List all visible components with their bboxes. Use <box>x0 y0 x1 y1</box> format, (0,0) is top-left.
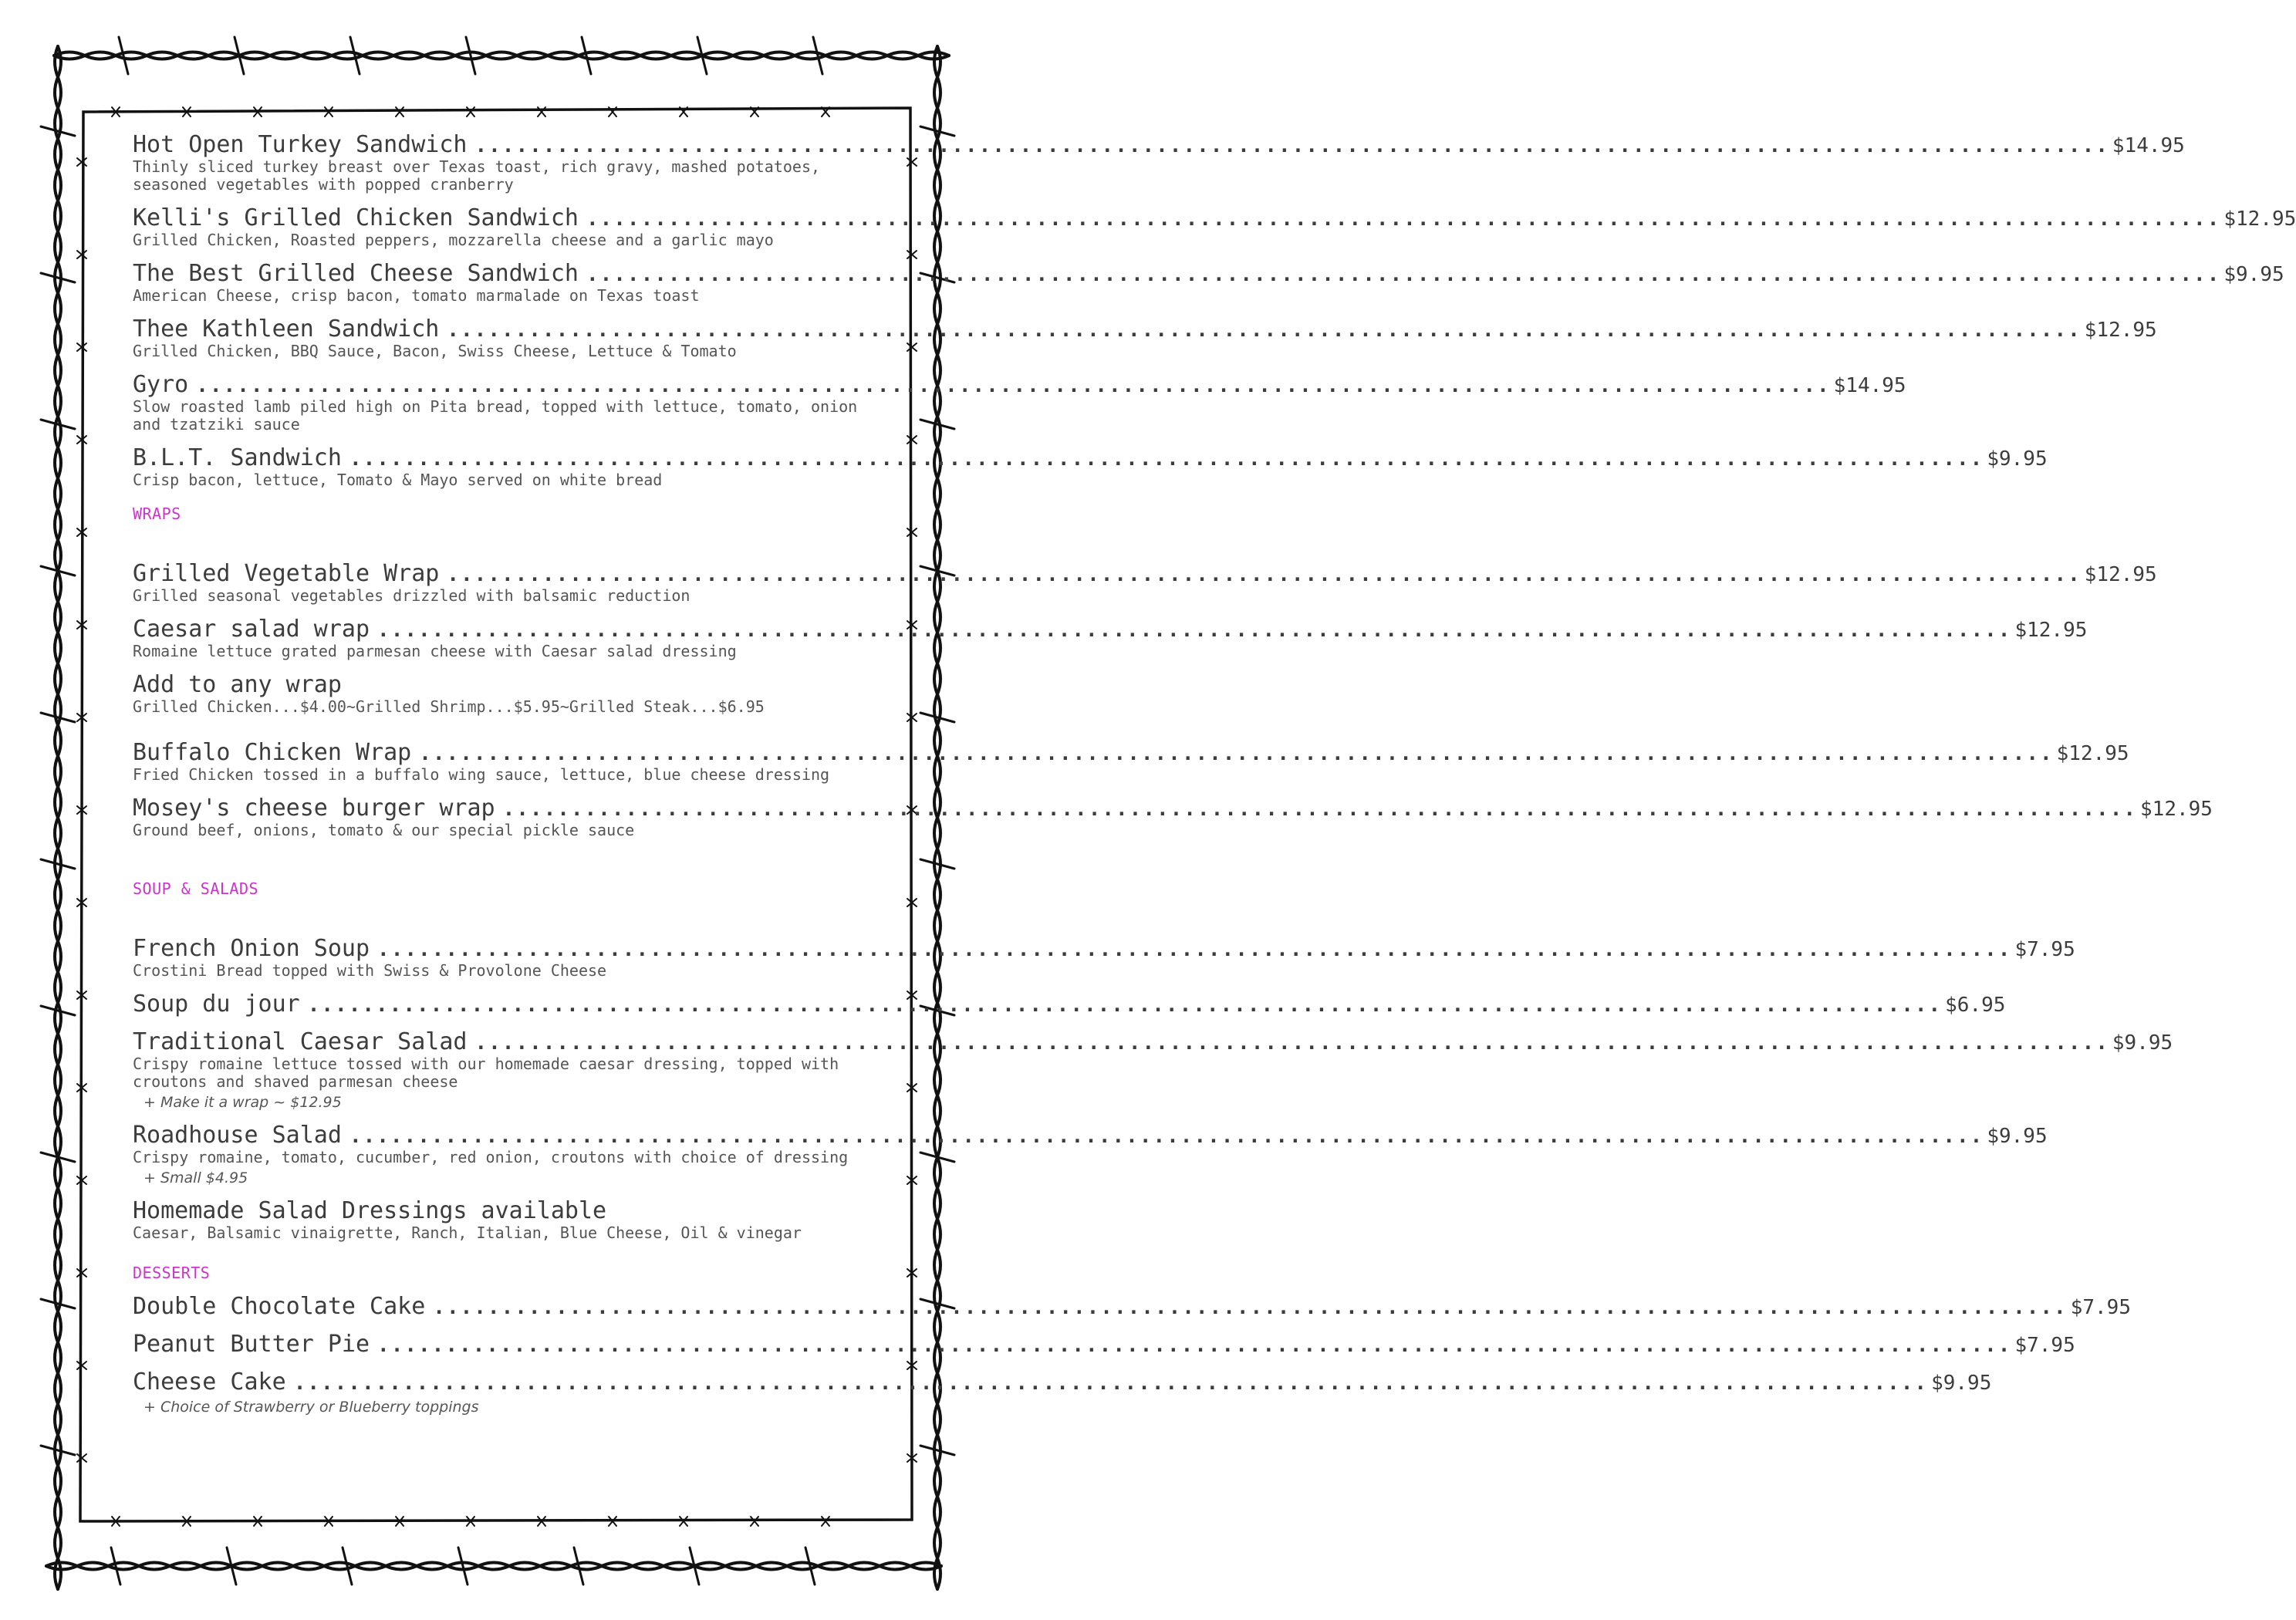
menu-item <box>133 1028 2173 1111</box>
leader-dots: ........................................................................................................................ <box>349 447 1984 471</box>
dressings-info <box>133 1197 867 1242</box>
leader-dots: ........................................................................................................................ <box>377 1334 2012 1357</box>
item-name: Hot Open Turkey Sandwich <box>133 131 468 158</box>
item-note: + Make it a wrap ~ $12.95 <box>144 1094 342 1111</box>
menu-item <box>133 444 2048 489</box>
item-name: Kelli's Grilled Chicken Sandwich <box>133 204 579 231</box>
item-name: Soup du jour <box>133 991 300 1018</box>
item-description: Grilled Chicken, BBQ Sauce, Bacon, Swiss Cheese, Lettuce & Tomato <box>133 342 737 360</box>
menu-item <box>133 1293 2131 1320</box>
item-name: French Onion Soup <box>133 935 370 962</box>
item-price: $9.95 <box>2112 1031 2173 1055</box>
menu-item <box>133 616 2088 660</box>
menu-item <box>133 1369 1992 1416</box>
menu-item <box>133 371 1906 434</box>
menu-item <box>133 131 2185 194</box>
item-price: $7.95 <box>2014 938 2075 961</box>
item-description: Thinly sliced turkey breast over Texas toast, rich gravy, mashed potatoes, seasoned vegetables with popped cranberry <box>133 157 821 194</box>
item-price: $12.95 <box>2056 742 2129 765</box>
leader-dots: ........................................................................................................................ <box>433 1296 2068 1319</box>
item-price: $12.95 <box>2084 563 2157 586</box>
wrap-addon <box>133 671 867 716</box>
menu-content <box>133 131 2296 1426</box>
item-name: Homemade Salad Dressings available <box>133 1197 607 1224</box>
item-price: $9.95 <box>1987 1125 2048 1148</box>
menu-item <box>133 795 2213 839</box>
item-name: The Best Grilled Cheese Sandwich <box>133 260 579 287</box>
item-description: Fried Chicken tossed in a buffalo wing sauce, lettuce, blue cheese dressing <box>133 765 830 784</box>
leader-dots: ........................................................................................................................ <box>349 1125 1984 1148</box>
menu-item <box>133 739 2129 784</box>
item-description: Crisp bacon, lettuce, Tomato & Mayo served on white bread <box>133 471 663 489</box>
menu-item <box>133 204 2296 249</box>
item-name: Add to any wrap <box>133 671 342 698</box>
item-description: Caesar, Balsamic vinaigrette, Ranch, Italian, Blue Cheese, Oil & vinegar <box>133 1223 802 1242</box>
item-note: + Small $4.95 <box>144 1169 248 1186</box>
item-price: $6.95 <box>1945 994 2006 1017</box>
item-price: $9.95 <box>2223 263 2284 286</box>
menu-item <box>133 316 2157 360</box>
item-name: Roadhouse Salad <box>133 1122 342 1149</box>
item-name: Traditional Caesar Salad <box>133 1028 468 1055</box>
item-name: Mosey's cheese burger wrap <box>133 795 495 822</box>
leader-dots: ........................................................................................................................ <box>502 798 2138 821</box>
item-name: Gyro <box>133 371 189 398</box>
item-price: $12.95 <box>2014 619 2088 642</box>
wraps-section <box>133 560 2213 839</box>
item-description: Grilled Chicken...$4.00~Grilled Shrimp...$5.95~Grilled Steak...$6.95 <box>133 697 765 716</box>
item-name: Caesar salad wrap <box>133 616 370 643</box>
item-description: Romaine lettuce grated parmesan cheese with Caesar salad dressing <box>133 642 737 660</box>
leader-dots: ........................................................................................................................ <box>447 319 2082 342</box>
item-description: Crispy romaine lettuce tossed with our homemade caesar dressing, topped with croutons and shaved parmesan cheese <box>133 1055 839 1091</box>
leader-dots: ........................................................................................................................ <box>474 134 2109 157</box>
menu-item <box>133 991 2006 1018</box>
section-title-wraps: WRAPS <box>133 505 181 523</box>
item-price: $12.95 <box>2140 798 2213 821</box>
leader-dots: ........................................................................................................................ <box>447 563 2082 586</box>
section-title-desserts: DESSERTS <box>133 1264 211 1282</box>
item-name: Peanut Butter Pie <box>133 1331 370 1358</box>
item-note: + Choice of Strawberry or Blueberry toppings <box>144 1399 479 1416</box>
item-price: $9.95 <box>1987 447 2048 471</box>
item-name: Grilled Vegetable Wrap <box>133 560 440 587</box>
menu-item <box>133 560 2157 605</box>
item-description: Grilled seasonal vegetables drizzled with balsamic reduction <box>133 586 690 605</box>
leader-dots: ........................................................................................................................ <box>293 1372 1929 1395</box>
item-price: $9.95 <box>1931 1372 1992 1395</box>
item-name: Buffalo Chicken Wrap <box>133 739 412 766</box>
item-name: Cheese Cake <box>133 1369 286 1396</box>
item-description: Grilled Chicken, Roasted peppers, mozzarella cheese and a garlic mayo <box>133 231 774 249</box>
menu-item <box>133 1122 2048 1186</box>
leader-dots: ........................................................................................................................ <box>307 994 1943 1017</box>
menu-item <box>133 260 2284 305</box>
leader-dots: ........................................................................................................................ <box>586 208 2221 231</box>
item-price: $14.95 <box>2112 134 2185 157</box>
item-description: Crispy romaine, tomato, cucumber, red onion, croutons with choice of dressing <box>133 1148 849 1166</box>
menu-item <box>133 935 2075 980</box>
leader-dots: ........................................................................................................................ <box>586 263 2221 286</box>
item-name: B.L.T. Sandwich <box>133 444 342 471</box>
menu-item <box>133 1331 2075 1358</box>
desserts-section <box>133 1293 2131 1416</box>
item-price: $14.95 <box>1833 374 1906 397</box>
sandwiches-section <box>133 131 2296 489</box>
item-name: Double Chocolate Cake <box>133 1293 426 1320</box>
leader-dots: ........................................................................................................................ <box>196 374 1831 397</box>
leader-dots: ........................................................................................................................ <box>419 742 2054 765</box>
item-price: $12.95 <box>2084 319 2157 342</box>
item-price: $7.95 <box>2014 1334 2075 1357</box>
leader-dots: ........................................................................................................................ <box>377 619 2012 642</box>
item-description: Ground beef, onions, tomato & our special pickle sauce <box>133 821 635 839</box>
leader-dots: ........................................................................................................................ <box>377 938 2012 961</box>
section-title-soups: SOUP & SALADS <box>133 879 259 898</box>
item-price: $7.95 <box>2070 1296 2131 1319</box>
item-price: $12.95 <box>2223 208 2296 231</box>
item-description: Crostini Bread topped with Swiss & Provolone Cheese <box>133 961 607 980</box>
item-name: Thee Kathleen Sandwich <box>133 316 440 343</box>
leader-dots: ........................................................................................................................ <box>474 1031 2109 1055</box>
item-description: Slow roasted lamb piled high on Pita bread, topped with lettuce, tomato, onion and tzatziki sauce <box>133 397 858 434</box>
soups-section <box>133 935 2173 1242</box>
item-description: American Cheese, crisp bacon, tomato marmalade on Texas toast <box>133 286 700 305</box>
